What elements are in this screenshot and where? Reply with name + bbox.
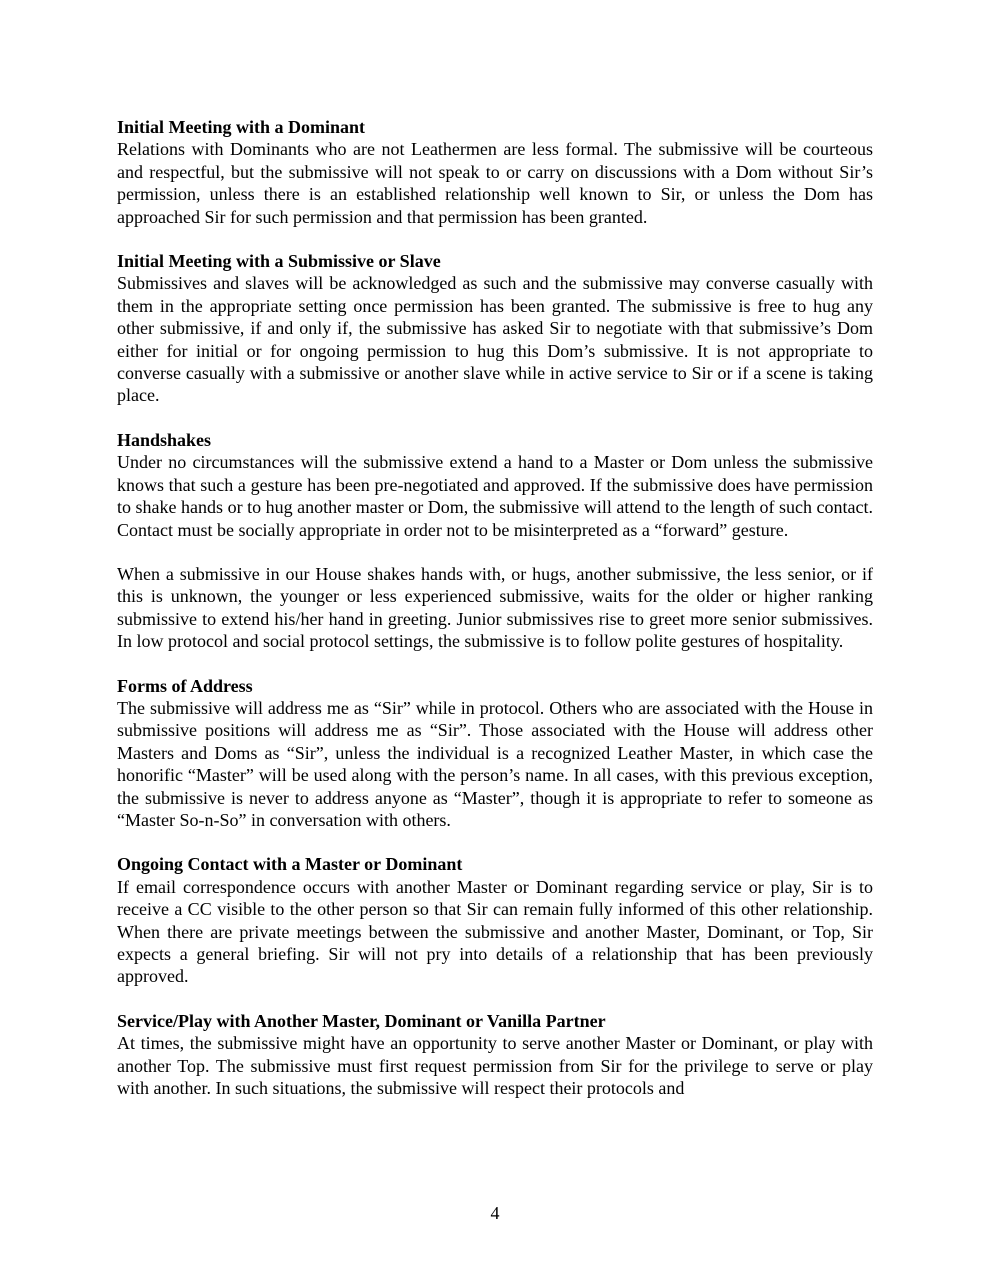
section-paragraph: The submissive will address me as “Sir” while in protocol. Others who are associated with the House in submissive positions will address me as “Sir”. Those associated with the House will address other Masters and Doms as “Sir”, unless the individual is a recognized Leather Master, in which case the honorific “Master” will be used along with the person’s name. In all cases, with this previous exception, the submissive is never to address anyone as “Master”, though it is appropriate to refer to someone as “Master So-n-So” in conversation with others. bbox=[117, 697, 873, 830]
section-initial-meeting-submissive bbox=[117, 250, 873, 407]
section-heading: Service/Play with Another Master, Dominant or Vanilla Partner bbox=[117, 1010, 606, 1031]
section-heading: Initial Meeting with a Submissive or Slave bbox=[117, 251, 441, 272]
section-heading: Handshakes bbox=[117, 429, 212, 450]
section-paragraph: If email correspondence occurs with another Master or Dominant regarding service or play, Sir is to receive a CC visible to the other person so that Sir can remain fully informed of this other relationship. When there are private meetings between the submissive and another Master, Dominant, or Top, Sir expects a general briefing. Sir will not pry into details of a relationship that has been previously approved. bbox=[117, 876, 873, 987]
section-paragraph: Relations with Dominants who are not Leathermen are less formal. The submissive will be courteous and respectful, but the submissive will not speak to or carry on discussions with a Dom without Sir’s permission, unless there is an established relationship well known to Sir, or unless the Dom has approached Sir for such permission and that permission has been granted. bbox=[117, 139, 873, 227]
section-paragraph: Submissives and slaves will be acknowledged as such and the submissive may converse casually with them in the appropriate setting once permission has been granted. The submissive is free to hug any other submissive, if and only if, the submissive has asked Sir to negotiate with that submissive’s Dom either for initial or for ongoing permission to hug this Dom’s submissive. It is not appropriate to converse casually with a submissive or another slave while in active service to Sir or if a scene is taking place. bbox=[117, 273, 873, 406]
section-paragraph: Under no circumstances will the submissive extend a hand to a Master or Dom unless the submissive knows that such a gesture has been pre-negotiated and approved. If the submissive does have permission to shake hands or to hug another master or Dom, the submissive will attend to the length of such contact. Contact must be socially appropriate in order not to be misinterpreted as a “forward” gesture. bbox=[117, 452, 873, 540]
section-ongoing-contact bbox=[117, 853, 873, 987]
section-handshakes bbox=[117, 429, 873, 653]
section-paragraph: At times, the submissive might have an opportunity to serve another Master or Dominant, or play with another Top. The submissive must first request permission from Sir for the privilege to serve or play with another. In such situations, the submissive will respect their protocols and bbox=[117, 1033, 873, 1099]
section-forms-of-address bbox=[117, 675, 873, 832]
section-service-play bbox=[117, 1010, 873, 1100]
section-heading: Ongoing Contact with a Master or Dominant bbox=[117, 854, 463, 875]
section-paragraph: When a submissive in our House shakes hands with, or hugs, another submissive, the less senior, or if this is unknown, the younger or less experienced submissive, waits for the older or higher ranking submissive to extend his/her hand in greeting. Junior submissives rise to greet more senior submissives. In low protocol and social protocol settings, the submissive is to follow polite gestures of hospitality. bbox=[117, 563, 873, 652]
section-heading: Initial Meeting with a Dominant bbox=[117, 117, 366, 137]
page-number: 4 bbox=[490, 1203, 500, 1223]
section-heading: Forms of Address bbox=[117, 675, 253, 696]
section-initial-meeting-dominant bbox=[117, 116, 873, 228]
document-page bbox=[117, 116, 873, 1121]
